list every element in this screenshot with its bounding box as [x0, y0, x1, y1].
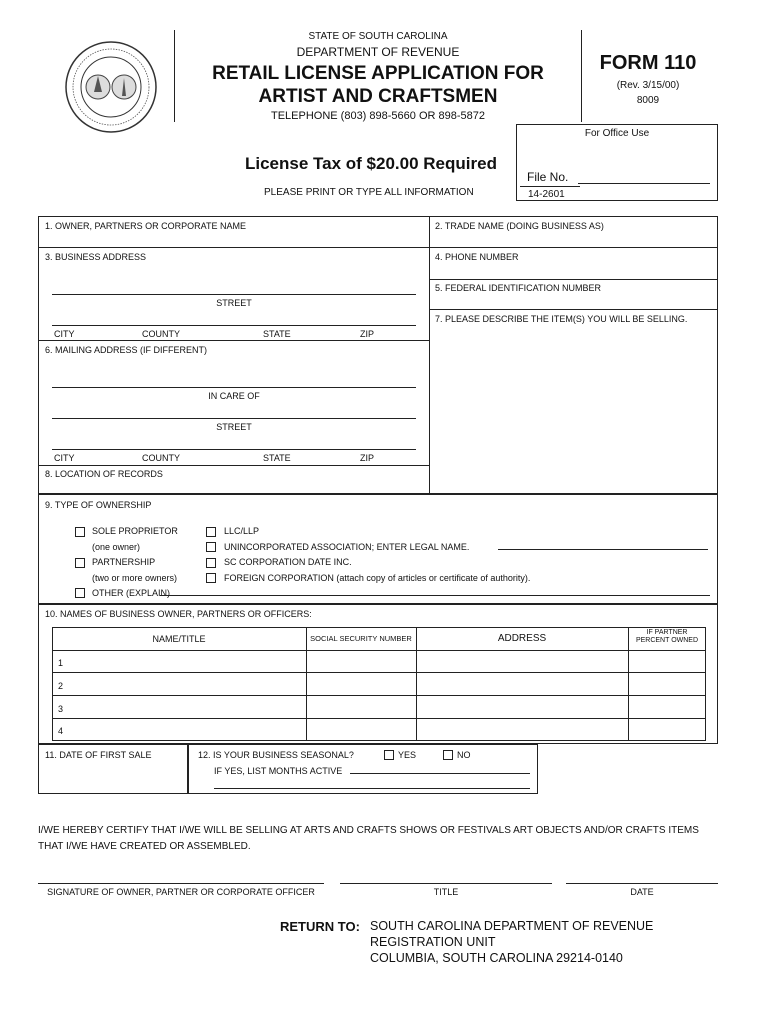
in-care-of-label: IN CARE OF [208, 391, 260, 401]
partnership-checkbox[interactable] [75, 558, 85, 568]
county-label: COUNTY [142, 329, 180, 339]
zip-label: ZIP [360, 329, 375, 339]
foreign-corporation-label: FOREIGN CORPORATION (attach copy of articles or certificate of authority). [224, 573, 531, 583]
sc-corporation-checkbox[interactable] [206, 558, 216, 568]
title-line[interactable] [340, 883, 552, 884]
return-address-line3: COLUMBIA, SOUTH CAROLINA 29214-0140 [370, 951, 623, 965]
street-label: STREET [216, 422, 252, 432]
return-address-line1: SOUTH CAROLINA DEPARTMENT OF REVENUE [370, 919, 654, 933]
table-row-number: 3 [58, 704, 64, 714]
date-label: DATE [630, 887, 654, 897]
form-title-line1: RETAIL LICENSE APPLICATION FOR [212, 63, 544, 84]
field-7-label: 7. PLEASE DESCRIBE THE ITEM(S) YOU WILL BE SELLING. [435, 314, 688, 324]
foreign-corporation-checkbox[interactable] [206, 573, 216, 583]
unincorporated-checkbox[interactable] [206, 542, 216, 552]
sole-proprietor-checkbox[interactable] [75, 527, 85, 537]
col-partner-2: PERCENT OWNED [635, 637, 699, 644]
other-explain-line[interactable] [160, 595, 710, 596]
field-1-label: 1. OWNER, PARTNERS OR CORPORATE NAME [45, 221, 247, 231]
unincorporated-label: UNINCORPORATED ASSOCIATION; ENTER LEGAL NAME. [224, 542, 470, 552]
col-name-title: NAME/TITLE [152, 634, 206, 644]
department-name: DEPARTMENT OF REVENUE [296, 45, 460, 59]
print-instruction: PLEASE PRINT OR TYPE ALL INFORMATION [264, 187, 474, 198]
city-label: CITY [54, 453, 75, 463]
title-label: TITLE [433, 887, 459, 897]
business-street-line[interactable] [52, 294, 416, 295]
business-city-line[interactable] [52, 325, 416, 326]
officers-table [52, 627, 706, 741]
mailing-city-line[interactable] [52, 449, 416, 450]
form-title-line2: ARTIST AND CRAFTSMEN [258, 86, 498, 107]
file-no-label: File No. [527, 170, 569, 184]
sole-proprietor-label: SOLE PROPRIETOR [92, 526, 178, 536]
certification-text: I/WE HEREBY CERTIFY THAT I/WE WILL BE SELLING AT ARTS AND CRAFTS SHOWS OR FESTIVALS ART OBJECTS AND/OR CRAFTS ITEMS THAT I/WE HAVE CREATED OR ASSEMBLED. [38, 825, 699, 852]
table-row-number: 2 [58, 681, 64, 691]
seasonal-no-label: NO [457, 750, 471, 760]
city-label: CITY [54, 329, 75, 339]
partnership-sub: (two or more owners) [92, 573, 178, 583]
telephone-line: TELEPHONE (803) 898-5660 OR 898-5872 [270, 110, 485, 122]
field-11-label: 11. DATE OF FIRST SALE [45, 750, 152, 760]
col-partner-1: IF PARTNER [646, 629, 688, 636]
field-8-label: 8. LOCATION OF RECORDS [45, 469, 163, 479]
months-active-line-2[interactable] [214, 788, 530, 789]
field-4-label: 4. PHONE NUMBER [435, 252, 519, 262]
office-use-label: For Office Use [584, 128, 650, 139]
months-active-label: IF YES, LIST MONTHS ACTIVE [214, 766, 343, 776]
form-code: 8009 [636, 95, 660, 106]
col-address: ADDRESS [497, 633, 547, 644]
table-row-number: 1 [58, 658, 64, 668]
license-tax-title: License Tax of $20.00 Required [245, 154, 497, 173]
return-to-label: RETURN TO: [280, 919, 360, 934]
legal-name-line[interactable] [498, 549, 708, 550]
county-label: COUNTY [142, 453, 180, 463]
other-label: OTHER (EXPLAIN) [92, 588, 171, 598]
file-no-field[interactable] [578, 183, 710, 184]
zip-label: ZIP [360, 453, 375, 463]
sc-corporation-label: SC CORPORATION DATE INC. [224, 557, 352, 567]
field-10-label: 10. NAMES OF BUSINESS OWNER, PARTNERS OR OFFICERS: [45, 609, 312, 619]
llc-label: LLC/LLP [224, 526, 260, 536]
field-5-label: 5. FEDERAL IDENTIFICATION NUMBER [435, 283, 602, 293]
field-9-label: 9. TYPE OF OWNERSHIP [45, 500, 152, 510]
mailing-care-of-line[interactable] [52, 387, 416, 388]
seasonal-no-checkbox[interactable] [443, 750, 453, 760]
seasonal-yes-checkbox[interactable] [384, 750, 394, 760]
field-6-label: 6. MAILING ADDRESS (IF DIFFERENT) [45, 345, 208, 355]
state-label: STATE [263, 329, 291, 339]
date-line[interactable] [566, 883, 718, 884]
partnership-label: PARTNERSHIP [92, 557, 156, 567]
field-3-label: 3. BUSINESS ADDRESS [45, 252, 147, 262]
col-ssn: SOCIAL SECURITY NUMBER [310, 634, 412, 643]
field-12-label: 12. IS YOUR BUSINESS SEASONAL? [198, 750, 354, 760]
signature-label: SIGNATURE OF OWNER, PARTNER OR CORPORATE OFFICER [47, 887, 315, 897]
form-number: FORM 110 [599, 52, 697, 74]
state-label: STATE [263, 453, 291, 463]
mailing-street-line[interactable] [52, 418, 416, 419]
return-address-line2: REGISTRATION UNIT [370, 935, 496, 949]
seasonal-yes-label: YES [398, 750, 417, 760]
field-2-label: 2. TRADE NAME (DOING BUSINESS AS) [435, 221, 604, 231]
office-code: 14-2601 [528, 189, 565, 200]
signature-line[interactable] [38, 883, 324, 884]
llc-checkbox[interactable] [206, 527, 216, 537]
table-row-number: 4 [58, 726, 64, 736]
sole-proprietor-sub: (one owner) [92, 542, 141, 552]
state-name: STATE OF SOUTH CAROLINA [308, 31, 448, 42]
other-checkbox[interactable] [75, 588, 85, 598]
state-seal [64, 40, 158, 134]
months-active-line[interactable] [350, 773, 530, 774]
street-label: STREET [216, 298, 252, 308]
revision-date: (Rev. 3/15/00) [616, 80, 680, 91]
